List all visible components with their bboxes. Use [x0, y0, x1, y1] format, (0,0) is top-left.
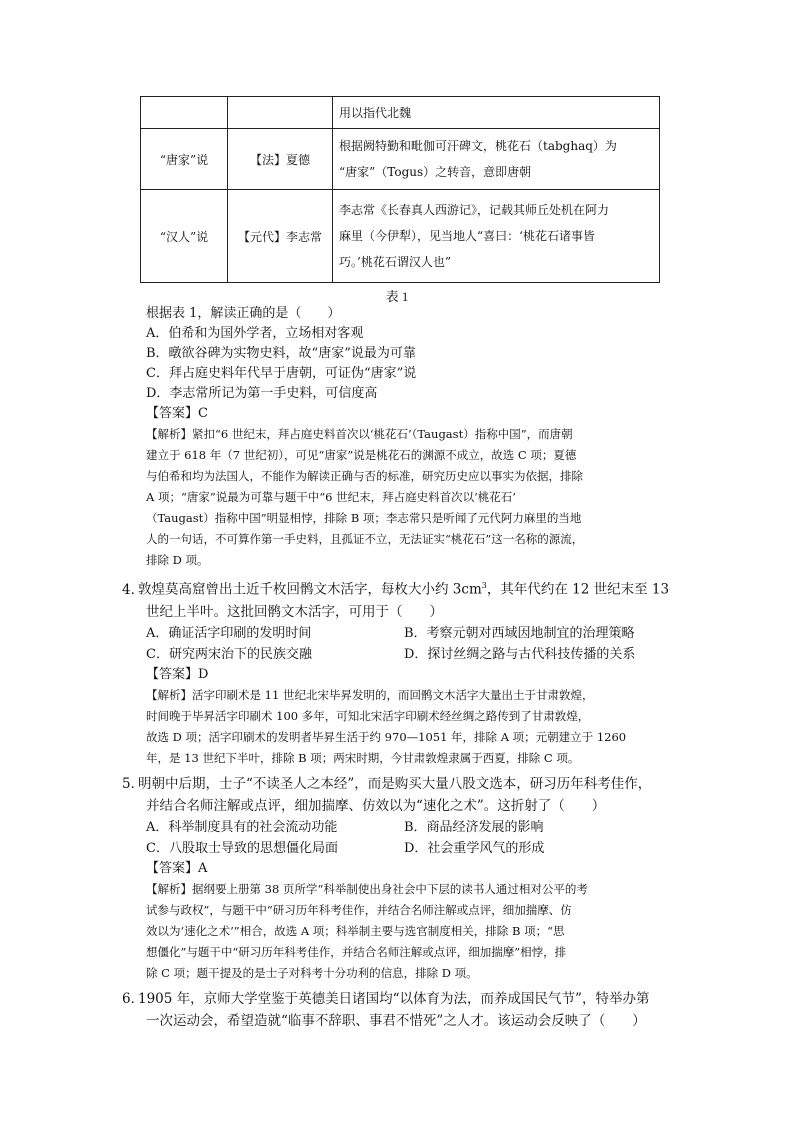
table-caption: 表 1 — [385, 289, 409, 304]
option-b: B．考察元朝对西域因地制宜的治理策略 — [404, 625, 635, 641]
analysis-line: 【解析】紧扣“6 世纪末，拜占庭史料首次以‘桃花石’（Taugast）指称中国”，而唐朝 — [146, 427, 573, 441]
question-stem-line: 一次运动会，希望造就“临事不辞职、事君不惜死”之人才。该运动会反映了（ ） — [146, 1012, 646, 1029]
cell-line: 巧。’桃花石谓汉人也” — [339, 255, 451, 269]
table-row — [141, 129, 660, 190]
table-cell — [333, 129, 660, 190]
option-row — [130, 817, 670, 838]
question-number: 6． — [122, 990, 145, 1007]
answer: 【答案】A — [146, 860, 208, 876]
table-cell — [333, 190, 660, 283]
superscript: 3 — [481, 581, 487, 590]
table-cell: 用以指代北魏 — [333, 97, 660, 129]
stem-text: 1905 年，京师大学堂鉴于英德美日诸国均“以体育为法，而养成国民气节”，特举办第 — [138, 990, 650, 1007]
stem-text: ，其年代约在 12 世纪末至 13 — [486, 581, 670, 598]
analysis-line: 【解析】活字印刷术是 11 世纪北宋毕昇发明的，而回鹘文木活字大量出土于甘肃敦煌， — [146, 687, 594, 702]
question-stem: 根据表 1，解读正确的是（ ） — [146, 306, 341, 321]
answer: 【答案】C — [146, 406, 208, 421]
analysis-line: （Taugast）指称中国”明显相悖，排除 B 项；李志常只是听闻了元代阿力麻里的当地 — [146, 511, 582, 525]
analysis-line: 时间晚于毕昇活字印刷术 100 多年，可知北宋活字印刷术经丝绸之路传到了甘肃敦煌， — [146, 708, 590, 723]
analysis-line: 除 C 项；题干提及的是士子对科考十分功利的信息，排除 D 项。 — [146, 965, 478, 980]
table-row — [141, 190, 660, 283]
option-row — [130, 644, 670, 665]
cell-line: 麻里（今伊犁），见当地人“喜曰：‘桃花石诸事皆 — [339, 229, 595, 243]
option-a: A．确证活字印刷的发明时间 — [146, 625, 312, 641]
option-row — [130, 623, 670, 644]
question-stem — [122, 773, 670, 795]
questions — [122, 304, 670, 1032]
analysis-line: 效以为‘速化之术’”相合，故选 A 项；科举制主要与选官制度相关，排除 B 项；“思 — [146, 923, 565, 938]
question-stem-line: 并结合名师注解或点评，细加揣摩、仿效以为“速化之术”。这折射了（ ） — [146, 797, 606, 814]
analysis-line: 【解析】据纲要上册第 38 页所学“科举制使出身社会中下层的读书人通过相对公平的考 — [146, 881, 588, 896]
analysis-line: 试参与政权”，与题干中“研习历年科考佳作，并结合名师注解或点评，细加揣摩、仿 — [146, 902, 572, 917]
cell-line: 根据阙特勤和毗伽可汗碑文，桃花石（tabghaq）为 — [339, 139, 617, 153]
question-stem-line: 世纪上半叶。这批回鹘文木活字，可用于（ ） — [146, 603, 443, 620]
question-stem — [122, 575, 670, 601]
table-cell: “唐家”说 — [141, 129, 228, 190]
option-b: B．暾欲谷碑为实物史料，故“唐家”说最为可靠 — [146, 346, 416, 361]
table-cell — [228, 97, 333, 129]
table-cell: “汉人”说 — [141, 190, 228, 283]
analysis-line: 想僵化”与题干中“研习历年科考佳作，并结合名师注解或点评，细加揣摩”相悖，排 — [146, 944, 567, 959]
option-d: D．社会重学风气的形成 — [404, 840, 545, 856]
question-5 — [122, 773, 670, 984]
option-c: C．拜占庭史料年代早于唐朝，可证伪“唐家”说 — [146, 366, 417, 381]
table-row — [141, 97, 660, 129]
stem-text: 明朝中后期，士子“不读圣人之本经”，而是购买大量八股文选本，研习历年科考佳作， — [138, 775, 652, 792]
option-d: D．探讨丝绸之路与古代科技传播的关系 — [404, 646, 636, 662]
question-4 — [122, 575, 670, 769]
analysis-line: 与伯希和均为法国人，不能作为解读正确与否的标准，研究历史应以事实为依据，排除 — [146, 469, 583, 483]
option-a: A．科举制度具有的社会流动功能 — [146, 819, 338, 835]
stem-text: 敦煌莫高窟曾出土近千枚回鹘文木活字，每枚大小约 3cm — [138, 581, 482, 598]
question-3 — [130, 304, 670, 571]
option-c: C．研究两宋治下的民族交融 — [146, 646, 312, 662]
option-row — [130, 838, 670, 859]
table-cell: 【法】夏德 — [228, 129, 333, 190]
option-b: B．商品经济发展的影响 — [404, 819, 544, 835]
option-a: A．伯希和为国外学者，立场相对客观 — [146, 326, 364, 341]
table-cell: 【元代】李志常 — [228, 190, 333, 283]
cell-line: “唐家”（Togus）之转音，意即唐朝 — [339, 165, 532, 179]
question-number: 4． — [122, 581, 145, 598]
analysis-line: 排除 D 项。 — [146, 553, 209, 567]
analysis-line: 年，是 13 世纪下半叶，排除 B 项；两宋时期，今甘肃敦煌隶属于西夏，排除 C 项。 — [146, 750, 580, 765]
table-cell — [141, 97, 228, 129]
analysis-line: 建立于 618 年（7 世纪初），可见“唐家”说是桃花石的渊源不成立，故选 C 项；夏德 — [146, 448, 577, 462]
analysis-line: A 项；“唐家”说最为可靠与题干中“6 世纪末，拜占庭史料首次以‘桃花石’ — [146, 490, 516, 504]
cell-line: 李志常《长春真人西游记》，记载其师丘处机在阿力 — [339, 203, 610, 217]
source-table — [140, 96, 660, 283]
question-6 — [122, 988, 670, 1032]
analysis-line: 故选 D 项；活字印刷术的发明者毕昇生活于约 970—1051 年，排除 A 项；元朝建立于 1260 — [146, 729, 627, 744]
question-stem — [122, 988, 670, 1010]
answer: 【答案】D — [146, 666, 209, 682]
analysis-line: 人的一句话，不可算作第一手史料，且孤证不立，无法证实“桃花石”这一名称的源流， — [146, 532, 584, 546]
question-number: 5． — [122, 775, 145, 792]
option-c: C．八股取士导致的思想僵化局面 — [146, 840, 338, 856]
option-d: D．李志常所记为第一手史料，可信度高 — [146, 386, 378, 401]
